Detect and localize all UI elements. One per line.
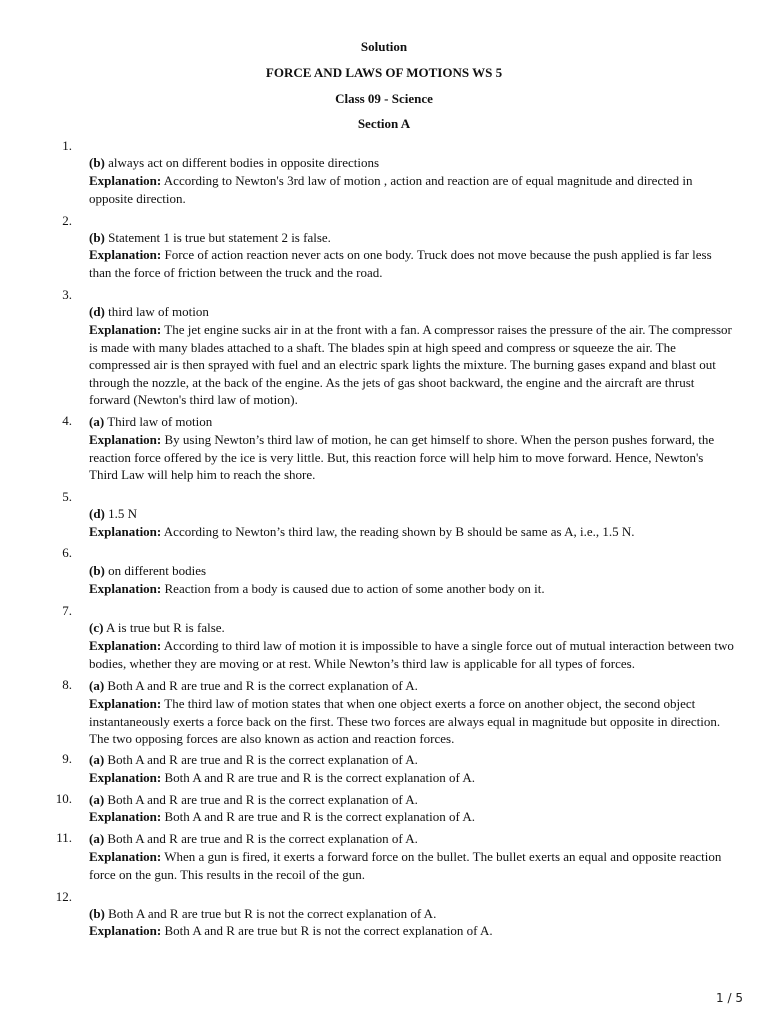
answer-line (89, 677, 734, 695)
question-number: 9. (62, 751, 72, 766)
explanation (89, 523, 734, 541)
question-number: 4. (62, 413, 72, 428)
answer-option: (a) (89, 831, 105, 846)
question-number: 1. (62, 138, 72, 153)
section-heading: Section A (357, 116, 411, 131)
explanation-text: When a gun is fired, it exerts a forward force on the bullet. The bullet exerts an equal and opposite reaction force on the gun. This results in the recoil of the gun. (89, 849, 722, 882)
explanation-text: Reaction from a body is caused due to action of some another body on it. (164, 581, 545, 596)
question-number: 8. (62, 677, 72, 692)
worksheet-title: FORCE AND LAWS OF MOTIONS WS 5 (265, 65, 503, 80)
question-number: 12. (55, 889, 72, 904)
explanation-label: Explanation: (89, 432, 162, 447)
explanation-text: Both A and R are true but R is not the correct explanation of A. (164, 923, 493, 938)
explanation-label: Explanation: (89, 809, 162, 824)
answer-text: third law of motion (108, 304, 209, 319)
answer-option: (a) (89, 678, 105, 693)
explanation-text: According to third law of motion it is impossible to have a single force out of mutual interaction between two bodies, whether they are moving or at rest. While Newton’s third law is applicable for all types of forces. (89, 638, 734, 671)
answer-option: (a) (89, 752, 105, 767)
answer-line (89, 562, 734, 580)
answer-option: (d) (89, 304, 105, 319)
explanation (89, 172, 734, 207)
answer-option: (d) (89, 506, 105, 521)
explanation (89, 637, 734, 672)
question-number: 3. (62, 287, 72, 302)
explanation (89, 808, 734, 826)
answer-line (89, 751, 734, 769)
explanation-label: Explanation: (89, 581, 162, 596)
answer-option: (b) (89, 906, 105, 921)
explanation-label: Explanation: (89, 247, 162, 262)
page-number: 1 / 5 (716, 991, 743, 1005)
explanation (89, 321, 734, 409)
answer-option: (a) (89, 792, 105, 807)
answer-option: (c) (89, 620, 104, 635)
answer-option: (b) (89, 230, 105, 245)
answer-line (89, 505, 734, 523)
answer-text: on different bodies (108, 563, 207, 578)
explanation-text: The third law of motion states that when one object exerts a force on another object, the second object instantaneously exerts a force back on the first. These two forces are always equal in magnitude but opposite in direction. The two opposing forces are also known as action and reaction forces. (89, 696, 721, 747)
explanation-label: Explanation: (89, 849, 162, 864)
question-number: 2. (62, 213, 72, 228)
explanation-text: Force of action reaction never acts on one body. Truck does not move because the push applied is far less than the force of friction between the truck and the road. (89, 247, 712, 280)
answer-text: Statement 1 is true but statement 2 is false. (108, 230, 331, 245)
question-number: 10. (55, 791, 72, 806)
explanation (89, 922, 734, 940)
question-number: 11. (56, 830, 72, 845)
question-number: 5. (62, 489, 72, 504)
question-number: 7. (62, 603, 72, 618)
explanation-text: According to Newton's 3rd law of motion , action and reaction are of equal magnitude and directed in opposite direction. (89, 173, 693, 206)
header-solution: Solution (360, 39, 408, 54)
question-number: 6. (62, 545, 72, 560)
answer-line (89, 905, 734, 923)
answer-text: always act on different bodies in opposite directions (108, 155, 380, 170)
explanation-text: Both A and R are true and R is the correct explanation of A. (164, 809, 475, 824)
explanation-text: Both A and R are true and R is the correct explanation of A. (164, 770, 475, 785)
explanation-label: Explanation: (89, 638, 162, 653)
answer-text: Both A and R are true and R is the correct explanation of A. (107, 752, 418, 767)
explanation (89, 246, 734, 281)
answer-text: Both A and R are true but R is not the correct explanation of A. (108, 906, 437, 921)
answer-line (89, 229, 734, 247)
explanation-text: By using Newton’s third law of motion, he can get himself to shore. When the person pushes forward, the reaction force offered by the ice is very little. But, this reaction force will help him to move forward. Hence, Newton's Third Law will help him to reach the shore. (89, 432, 715, 483)
answer-text: Third law of motion (107, 414, 213, 429)
answer-text: A is true but R is false. (105, 620, 225, 635)
explanation-label: Explanation: (89, 322, 162, 337)
answer-line (89, 619, 734, 637)
answer-line (89, 413, 734, 431)
explanation-text: According to Newton’s third law, the reading shown by B should be same as A, i.e., 1.5 N. (163, 524, 635, 539)
explanation (89, 431, 734, 484)
answer-text: Both A and R are true and R is the correct explanation of A. (107, 678, 418, 693)
explanation (89, 769, 734, 787)
explanation-label: Explanation: (89, 173, 162, 188)
answer-text: Both A and R are true and R is the correct explanation of A. (107, 792, 418, 807)
explanation-label: Explanation: (89, 923, 162, 938)
class-subtitle: Class 09 - Science (335, 91, 433, 106)
explanation (89, 580, 734, 598)
answer-text: Both A and R are true and R is the correct explanation of A. (107, 831, 418, 846)
explanation (89, 848, 734, 883)
answer-line (89, 303, 734, 321)
answer-line (89, 791, 734, 809)
answer-text: 1.5 N (108, 506, 138, 521)
explanation-label: Explanation: (89, 696, 162, 711)
explanation (89, 695, 734, 748)
explanation-label: Explanation: (89, 524, 162, 539)
answer-line (89, 154, 734, 172)
answer-line (89, 830, 734, 848)
answer-option: (a) (89, 414, 105, 429)
answer-option: (b) (89, 563, 105, 578)
explanation-label: Explanation: (89, 770, 162, 785)
answer-option: (b) (89, 155, 105, 170)
explanation-text: The jet engine sucks air in at the front with a fan. A compressor raises the pressure of the air. The compressor is made with many blades attached to a shaft. The blades spin at high speed and compress or squeeze the air. The compressed air is then sprayed with fuel and an electric spark lights the mixture. The burning gases expand and blast out through the nozzle, at the back of the engine. As the jets of gas shoot backward, the engine and the aircraft are thrust forward (Newton's third law of motion). (89, 322, 732, 408)
